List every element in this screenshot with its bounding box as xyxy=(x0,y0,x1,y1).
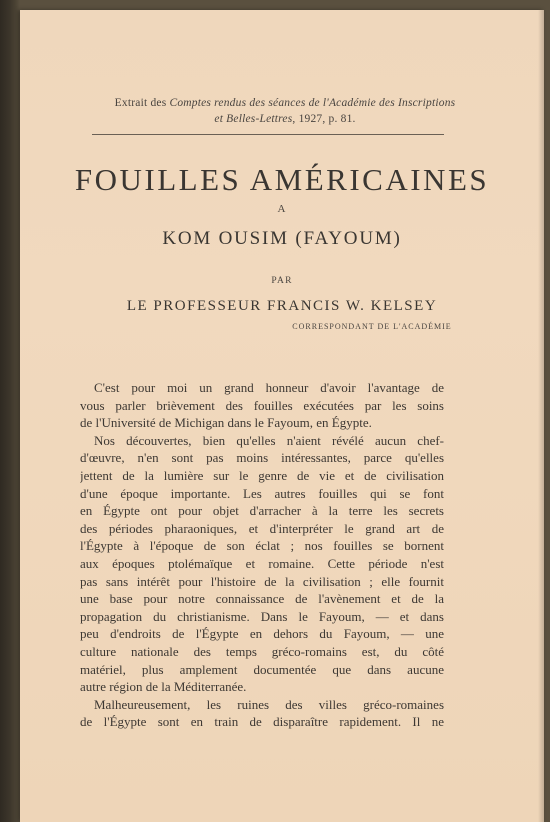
body-line: de l'Égypte sont en train de disparaître rapidement. Il ne xyxy=(80,714,444,730)
site-name: KOM OUSIM (FAYOUM) xyxy=(162,228,402,249)
header-rule xyxy=(92,134,444,135)
body-line: peu d'endroits de l'Égypte en dehors du Fayoum, — une xyxy=(80,626,444,642)
author-role: CORRESPONDANT DE L'ACADÉMIE xyxy=(292,322,452,331)
body-line: C'est pour moi un grand honneur d'avoir l'avantage de xyxy=(94,380,444,395)
body-line: d'une époque importante. Les autres fouilles qui se font xyxy=(80,485,444,501)
body-line: d'œuvre, n'en sont pas moins intéressantes, parce qu'elles xyxy=(80,450,444,466)
page-shadow xyxy=(538,10,544,822)
body-line: jettent de la lumière sur le genre de vie et de civilisation xyxy=(80,467,444,483)
author-name: LE PROFESSEUR FRANCIS W. KELSEY xyxy=(126,298,438,314)
body-line: matériel, plus amplement documentée que dans aucune xyxy=(80,661,444,677)
body-line: aux époques ptolémaïque et romaine. Cette période n'est xyxy=(80,555,444,571)
body-line: de l'Université de Michigan dans le Fayoum, en Égypte. xyxy=(80,415,372,431)
body-line: autre région de la Méditerranée. xyxy=(80,679,247,695)
body-line: Malheureusement, les ruines des villes gréco-romaines xyxy=(94,696,444,712)
body-line: l'Égypte à l'époque de son éclat ; nos fouilles se bornent xyxy=(80,538,444,554)
citation-journal: Comptes rendus des séances de l'Académie des Inscriptions xyxy=(169,97,456,109)
body-text xyxy=(80,379,444,731)
by-label: PAR xyxy=(271,276,293,286)
citation-prefix: Extrait des xyxy=(114,97,170,109)
document-title: FOUILLES AMÉRICAINES xyxy=(74,162,490,197)
body-line: Nos découvertes, bien qu'elles n'aient révélé aucun chef- xyxy=(94,432,444,448)
body-line: culture nationale des temps gréco-romains est, du côté xyxy=(80,643,444,659)
citation-year-page: , 1927, p. 81. xyxy=(292,113,356,125)
body-line: vous parler brièvement des fouilles exécutées par les soins xyxy=(80,397,444,413)
title-connector: A xyxy=(277,203,287,215)
citation-journal-cont: et Belles-Lettres xyxy=(214,113,293,125)
body-line: une base pour notre connaissance de l'avènement et de la xyxy=(80,591,444,607)
body-line: des périodes pharaoniques, et d'interpréter le grand art de xyxy=(80,520,444,536)
body-line: en Égypte ont pour objet d'arracher à la terre les secrets xyxy=(80,503,444,519)
citation-line-2 xyxy=(60,110,510,128)
body-line: pas sans intérêt pour l'histoire de la civilisation ; elle fournit xyxy=(80,573,444,589)
body-line: propagation du christianisme. Dans le Fayoum, — et dans xyxy=(80,608,444,624)
